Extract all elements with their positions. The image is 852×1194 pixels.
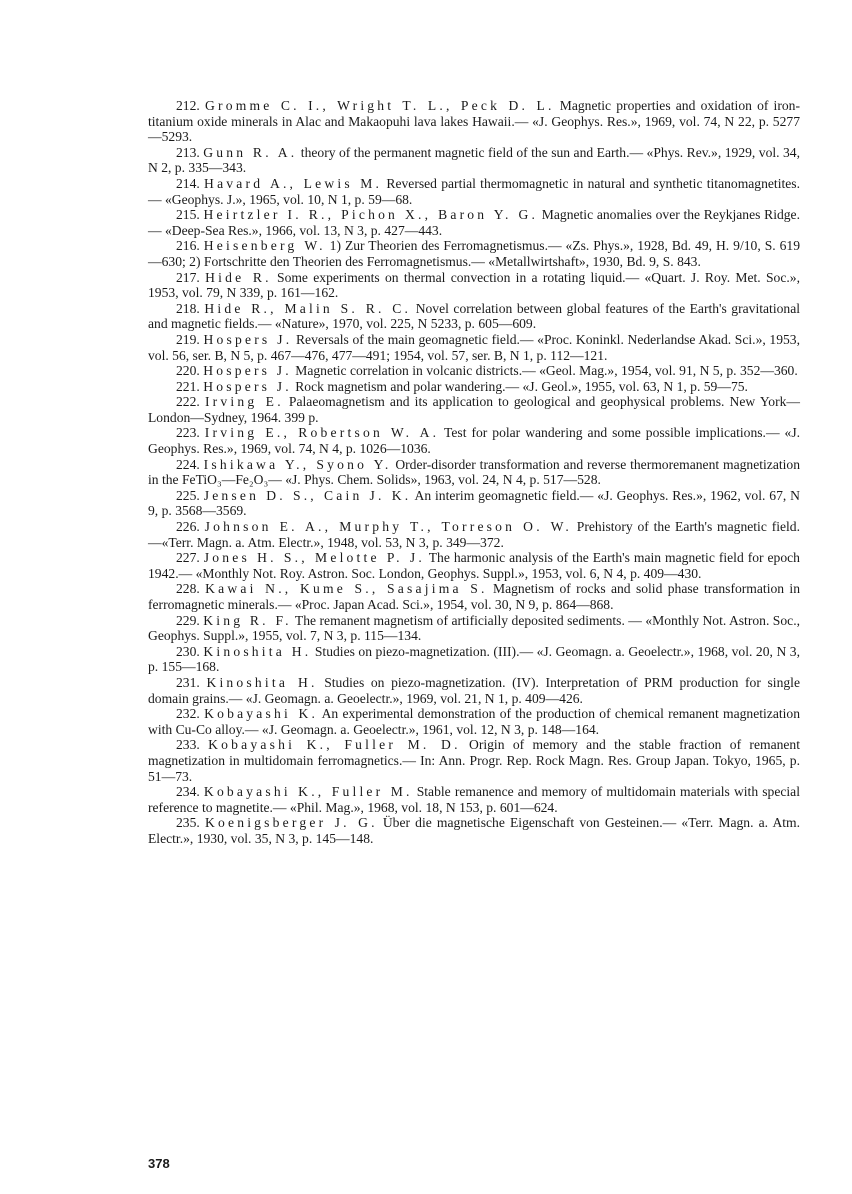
reference-authors: Kinoshita H.	[203, 643, 312, 659]
reference-authors: Koenigsberger J. G.	[204, 815, 378, 831]
reference-authors: Hide R.	[205, 269, 272, 285]
reference-item: 218. Hide R., Malin S. R. C. Novel correlation between global features of the Earth's gravitational and magnetic fields.— «Nature», 1970, vol. 225, N 5233, p. 605—609.	[148, 300, 801, 332]
reference-authors: Irving E., Robertson W. A.	[204, 425, 440, 441]
reference-text: Studies on piezo-magnetization. (III).— «J. Geomagn. a. Geoelectr.», 1968, vol. 20, N 3, p. 155—168.	[148, 643, 800, 675]
reference-authors: King R. F.	[203, 612, 292, 628]
reference-text: The remanent magnetism of artificially deposited sediments. — «Monthly Not. Astron. Soc., Geophys. Suppl.», 1955, vol. 7, N 3, p. 115—134.	[148, 612, 800, 644]
reference-item: 226. Johnson E. A., Murphy T., Torreson O. W. Prehistory of the Earth's magnetic field.—«Terr. Magn. a. Atm. Electr.», 1948, vol. 53, N 3, p. 349—372.	[148, 519, 800, 550]
reference-item: 219. Hospers J. Reversals of the main geomagnetic field.— «Proc. Koninkl. Nederlandse Akad. Sci.», 1953, vol. 56, ser. B, N 5, p. 467—476, 477—491; 1954, vol. 57, ser. B, N 1, p. 112—121.	[148, 331, 801, 363]
reference-text: theory of the permanent magnetic field of the sun and Earth.— «Phys. Rev.», 1929, vol. 34, N 2, p. 335—343.	[148, 144, 800, 176]
reference-text: An experimental demonstration of the production of chemical remanent magnetization with Cu-Co alloy.— «J. Geomagn. a. Geoelectr.», 1961, vol. 12, N 3, p. 148—164.	[148, 706, 801, 737]
reference-authors: Gunn R. A.	[203, 144, 298, 160]
reference-authors: Hospers J.	[203, 378, 292, 394]
reference-authors: Gromme C. I., Wright T. L., Peck D. L.	[204, 98, 555, 113]
reference-item: 227. Jones H. S., Melotte P. J. The harmonic analysis of the Earth's main magnetic field for epoch 1942.— «Monthly Not. Roy. Astron. Soc. London, Geophys. Suppl.», 1953, vol. 6, N 4, p. 409—430.	[148, 550, 800, 581]
reference-item: 223. Irving E., Robertson W. A. Test for polar wandering and some possible implications.— «J. Geophys. Res.», 1969, vol. 74, N 4, p. 1026—1036.	[148, 425, 801, 457]
reference-item: 220. Hospers J. Magnetic correlation in volcanic districts.— «Geol. Mag.», 1954, vol. 91, N 5, p. 352—360.	[176, 363, 798, 379]
reference-authors: Hospers J.	[203, 331, 293, 347]
reference-text: Novel correlation between global features of the Earth's gravitational and magnetic fields.— «Nature», 1970, vol. 225, N 5233, p. 605—609.	[148, 300, 801, 332]
reference-text: An interim geomagnetic field.— «J. Geophys. Res.», 1962, vol. 67, N 9, p. 3568—3569.	[148, 487, 800, 519]
reference-authors: Kobayashi K., Fuller M. D.	[208, 737, 461, 753]
reference-item: 222. Irving E. Palaeomagnetism and its application to geological and geophysical problems. New York—London—Sydney, 1964. 399 p.	[148, 394, 801, 425]
reference-authors: Kinoshita H.	[206, 674, 318, 690]
reference-authors: Jones H. S., Melotte P. J.	[203, 550, 425, 566]
reference-authors: Heirtzler I. R., Pichon X., Baron Y. G.	[203, 207, 539, 223]
reference-text: Prehistory of the Earth's magnetic field.—«Terr. Magn. a. Atm. Electr.», 1948, vol. 53, N 3, p. 349—372.	[148, 519, 800, 550]
reference-text: Magnetism of rocks and solid phase transformation in ferromagnetic minerals.— «Proc. Japan Acad. Sci.», 1954, vol. 30, N 9, p. 864—868.	[148, 581, 800, 612]
reference-authors: Kobayashi K., Fuller M.	[203, 784, 413, 800]
reference-text: Origin of memory and the stable fraction of remanent magnetization in multidomain ferromagnetics.— In: Ann. Progr. Rep. Rock Magn. Res. Group Japan. Tokyo, 1965, p. 51—73.	[148, 737, 801, 784]
reference-authors: Kawai N., Kume S., Sasajima S.	[205, 581, 488, 597]
reference-text: Stable remanence and memory of multidomain materials with special reference to magnetite.— «Phil. Mag.», 1968, vol. 18, N 153, p. 601—624.	[148, 784, 800, 815]
reference-item: 229. King R. F. The remanent magnetism of artificially deposited sediments. — «Monthly Not. Astron. Soc., Geophys. Suppl.», 1955, vol. 7, N 3, p. 115—134.	[148, 612, 800, 644]
reference-item: 228. Kawai N., Kume S., Sasajima S. Magnetism of rocks and solid phase transformation in ferromagnetic minerals.— «Proc. Japan Acad. Sci.», 1954, vol. 30, N 9, p. 864—868.	[148, 581, 800, 612]
reference-item: 217. Hide R. Some experiments on thermal convection in a rotating liquid.— «Quart. J. Roy. Met. Soc.», 1953, vol. 79, N 339, p. 161—162.	[148, 269, 800, 301]
reference-authors: Irving E.	[204, 394, 284, 410]
reference-item: 212. Gromme C. I., Wright T. L., Peck D. L. Magnetic properties and oxidation of iron-titanium oxide minerals in Alac and Makaopuhi lava lakes Hawaii.— «J. Geophys. Res.», 1969, vol. 74, N 22, p. 5277—5293.	[148, 98, 800, 145]
reference-text: The harmonic analysis of the Earth's main magnetic field for epoch 1942.— «Monthly Not. Roy. Astron. Soc. London, Geophys. Suppl.», 1953, vol. 6, N 4, p. 409—430.	[148, 550, 800, 581]
reference-item: 235. Koenigsberger J. G. Über die magnetische Eigenschaft von Gesteinen.— «Terr. Magn. a. Atm. Electr.», 1930, vol. 35, N 3, p. 145—148.	[148, 815, 801, 846]
reference-item: 234. Kobayashi K., Fuller M. Stable remanence and memory of multidomain materials with special reference to magnetite.— «Phil. Mag.», 1968, vol. 18, N 153, p. 601—624.	[148, 784, 800, 815]
reference-authors: Hospers J.	[203, 363, 292, 379]
reference-item: 214. Havard A., Lewis M. Reversed partial thermomagnetic in natural and synthetic titanomagnetites.— «Geophys. J.», 1965, vol. 10, N 1, p. 59—68.	[148, 175, 800, 207]
reference-list	[148, 98, 800, 847]
reference-item: 231. Kinoshita H. Studies on piezo-magnetization. (IV). Interpretation of PRM production for single domain grains.— «J. Geomagn. a. Geoelectr.», 1969, vol. 21, N 1, p. 409—426.	[148, 674, 800, 706]
reference-item: 213. Gunn R. A. theory of the permanent magnetic field of the sun and Earth.— «Phys. Rev.», 1929, vol. 34, N 2, p. 335—343.	[148, 144, 800, 176]
reference-text: Palaeomagnetism and its application to geological and geophysical problems. New York—London—Sydney, 1964. 399 p.	[148, 394, 801, 425]
reference-authors: Ishikawa Y., Syono Y.	[203, 456, 392, 472]
reference-text: Reversals of the main geomagnetic field.— «Proc. Koninkl. Nederlandse Akad. Sci.», 1953, vol. 56, ser. B, N 5, p. 467—476, 477—491; 1954, vol. 57, ser. B, N 1, p. 112—121.	[148, 331, 801, 363]
reference-authors: Hide R., Malin S. R. C.	[204, 300, 412, 316]
reference-text: Test for polar wandering and some possible implications.— «J. Geophys. Res.», 1969, vol. 74, N 4, p. 1026—1036.	[148, 425, 801, 457]
reference-item: 221. Hospers J. Rock magnetism and polar wandering.— «J. Geol.», 1955, vol. 63, N 1, p. 59—75.	[176, 378, 748, 394]
reference-text: Studies on piezo-magnetization. (IV). Interpretation of PRM production for single domain grains.— «J. Geomagn. a. Geoelectr.», 1969, vol. 21, N 1, p. 409—426.	[148, 674, 800, 706]
reference-item: 233. Kobayashi K., Fuller M. D. Origin of memory and the stable fraction of remanent magnetization in multidomain ferromagnetics.— In: Ann. Progr. Rep. Rock Magn. Res. Group Japan. Tokyo, 1965, p. 51—73.	[148, 737, 801, 784]
reference-text: 1) Zur Theorien des Ferromagnetismus.— «Zs. Phys.», 1928, Bd. 49, H. 9/10, S. 619—630; 2) Fortschritte den Theorien des Ferromagnetismus.— «Metallwirtshaft», 1930, Bd. 9, S. 843.	[148, 238, 800, 269]
reference-text: Order-disorder transformation and reverse thermoremanent magnetization in the FeTiO₃—Fe₂O₃— «J. Phys. Chem. Solids», 1963, vol. 24, N 4, p. 517—528.	[148, 456, 801, 488]
reference-authors: Jensen D. S., Cain J. K.	[203, 487, 412, 503]
reference-text: Über die magnetische Eigenschaft von Gesteinen.— «Terr. Magn. a. Atm. Electr.», 1930, vol. 35, N 3, p. 145—148.	[148, 815, 801, 846]
reference-item: 216. Heisenberg W. 1) Zur Theorien des Ferromagnetismus.— «Zs. Phys.», 1928, Bd. 49, H. 9/10, S. 619—630; 2) Fortschritte den Theorien des Ferromagnetismus.— «Metallwirtshaft», 1930, Bd. 9, S. 843.	[148, 238, 800, 269]
reference-item: 215. Heirtzler I. R., Pichon X., Baron Y. G. Magnetic anomalies over the Reykjanes Ridge.— «Deep-Sea Res.», 1966, vol. 13, N 3, p. 427—443.	[148, 207, 800, 238]
reference-text: Reversed partial thermomagnetic in natural and synthetic titanomagnetites.— «Geophys. J.», 1965, vol. 10, N 1, p. 59—68.	[148, 175, 800, 207]
reference-authors: Kobayashi K.	[204, 706, 319, 722]
reference-item: 224. Ishikawa Y., Syono Y. Order-disorder transformation and reverse thermoremanent magnetization in the FeTiO₃—Fe₂O₃— «J. Phys. Chem. Solids», 1963, vol. 24, N 4, p. 517—528.	[148, 456, 801, 488]
reference-authors: Heisenberg W.	[203, 238, 326, 254]
reference-text: Magnetic anomalies over the Reykjanes Ridge.— «Deep-Sea Res.», 1966, vol. 13, N 3, p. 427—443.	[148, 207, 800, 238]
page-number: 378	[148, 1156, 170, 1171]
reference-item: 230. Kinoshita H. Studies on piezo-magnetization. (III).— «J. Geomagn. a. Geoelectr.», 1968, vol. 20, N 3, p. 155—168.	[148, 643, 800, 675]
reference-authors: Havard A., Lewis M.	[204, 175, 383, 191]
reference-text: Rock magnetism and polar wandering.— «J. Geol.», 1955, vol. 63, N 1, p. 59—75.	[291, 378, 748, 394]
reference-text: Some experiments on thermal convection in a rotating liquid.— «Quart. J. Roy. Met. Soc.», 1953, vol. 79, N 339, p. 161—162.	[148, 269, 800, 301]
reference-text: Magnetic correlation in volcanic districts.— «Geol. Mag.», 1954, vol. 91, N 5, p. 352—360.	[291, 363, 798, 379]
reference-text: Magnetic properties and oxidation of iron-titanium oxide minerals in Alac and Makaopuhi lava lakes Hawaii.— «J. Geophys. Res.», 1969, vol. 74, N 22, p. 5277—5293.	[148, 98, 800, 145]
reference-item: 225. Jensen D. S., Cain J. K. An interim geomagnetic field.— «J. Geophys. Res.», 1962, vol. 67, N 9, p. 3568—3569.	[148, 487, 800, 519]
reference-item: 232. Kobayashi K. An experimental demonstration of the production of chemical remanent magnetization with Cu-Co alloy.— «J. Geomagn. a. Geoelectr.», 1961, vol. 12, N 3, p. 148—164.	[148, 706, 801, 737]
reference-authors: Johnson E. A., Murphy T., Torreson O. W.	[204, 519, 572, 535]
